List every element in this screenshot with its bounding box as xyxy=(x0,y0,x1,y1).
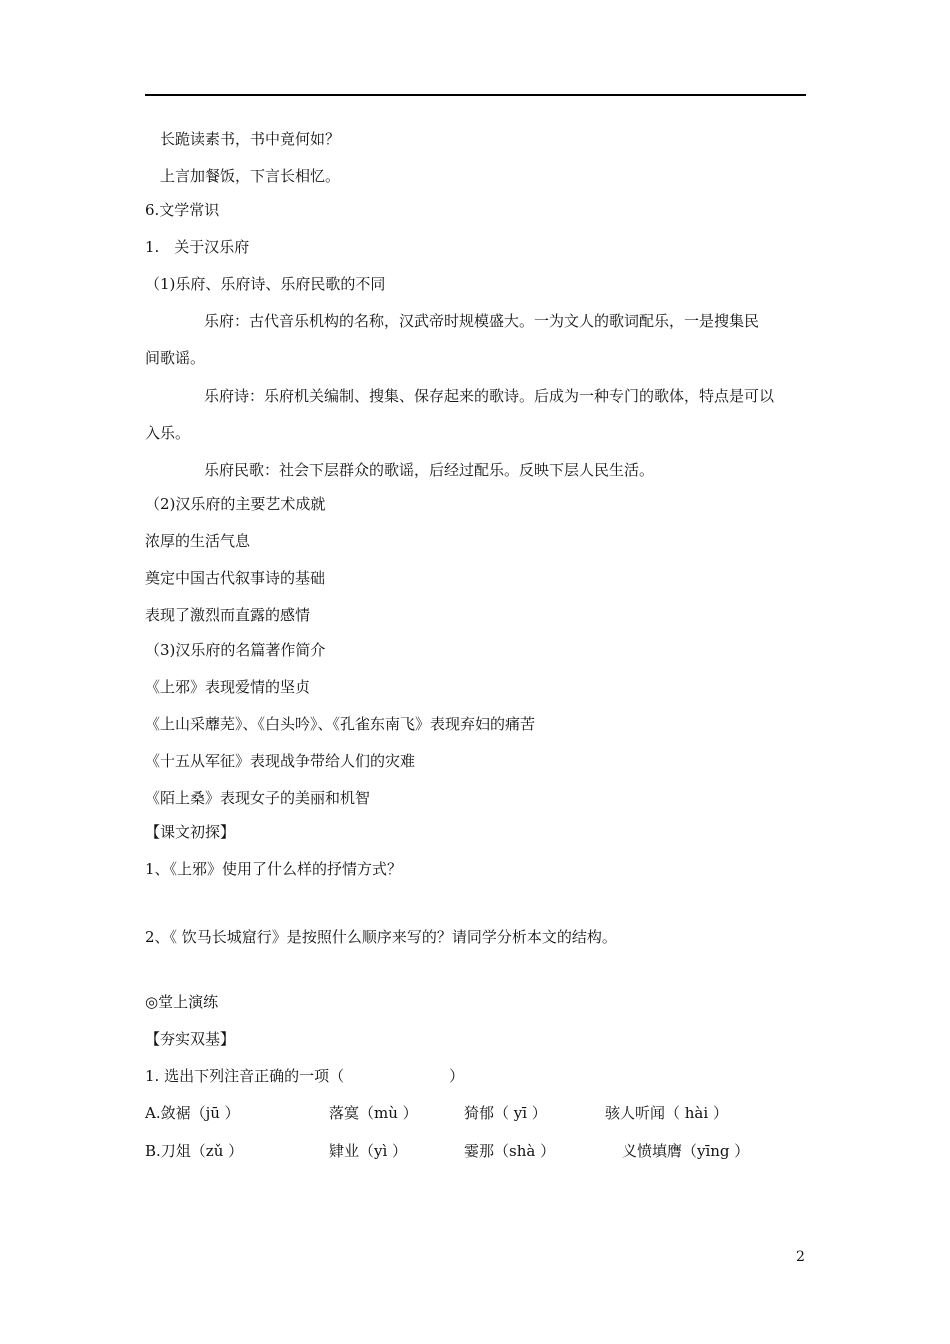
subsection-item: （2)汉乐府的主要艺术成就 xyxy=(145,495,326,513)
poem-line: 上言加餐饭，下言长相忆。 xyxy=(160,167,341,185)
subsection-item: （3)汉乐府的名篇著作简介 xyxy=(145,641,326,659)
question: 1. 选出下列注音正确的一项（ ） xyxy=(145,1067,465,1085)
paragraph-line: 间歌谣。 xyxy=(145,349,206,367)
poem-line: 长跪读素书，书中竟何如？ xyxy=(160,130,341,148)
option-b-item: 义愤填膺（yīng ） xyxy=(622,1142,750,1160)
header-rule xyxy=(145,94,806,96)
list-item: 表现了激烈而直露的感情 xyxy=(145,606,311,624)
option-a-item: A.敛裾（jū ） xyxy=(145,1104,240,1122)
list-item: 奠定中国古代叙事诗的基础 xyxy=(145,569,326,587)
question: 2、《 饮马长城窟行》是按照什么顺序来写的？请同学分析本文的结构。 xyxy=(145,928,617,946)
list-item: 《十五从军征》表现战争带给人们的灾难 xyxy=(145,752,416,770)
option-a-item: 落寞（mù ） xyxy=(329,1104,418,1122)
paragraph-line: 乐府民歌：社会下层群众的歌谣，后经过配乐。反映下层人民生活。 xyxy=(204,461,655,479)
option-b-item: 肄业（yì ） xyxy=(329,1142,408,1160)
section-heading: 6.文学常识 xyxy=(145,201,220,219)
page-number: 2 xyxy=(796,1249,805,1265)
option-a-item: 骇人听闻（ hài ） xyxy=(605,1104,728,1122)
option-b-item: 霎那（shà ） xyxy=(464,1142,556,1160)
paragraph-line: 乐府：古代音乐机构的名称，汉武帝时规模盛大。一为文人的歌词配乐，一是搜集民 xyxy=(204,312,760,330)
section-heading: 【课文初探】 xyxy=(145,823,236,841)
option-a-item: 猗郁（ yī ） xyxy=(464,1104,547,1122)
option-b-item: B.刀俎（zǔ ） xyxy=(145,1142,244,1160)
list-item: 《陌上桑》表现女子的美丽和机智 xyxy=(145,789,371,807)
list-item: 浓厚的生活气息 xyxy=(145,532,251,550)
subsection-heading: 1. 关于汉乐府 xyxy=(145,238,250,256)
paragraph-line: 乐府诗：乐府机关编制、搜集、保存起来的歌诗。后成为一种专门的歌体，特点是可以 xyxy=(204,387,775,405)
section-heading: 【夯实双基】 xyxy=(145,1030,236,1048)
question: 1、《上邪》使用了什么样的抒情方式？ xyxy=(145,860,403,878)
paragraph-line: 入乐。 xyxy=(145,424,191,442)
list-item: 《上邪》表现爱情的坚贞 xyxy=(145,678,311,696)
subsection-item: （1)乐府、乐府诗、乐府民歌的不同 xyxy=(145,275,386,293)
list-item: 《上山采蘼芜》、《白头吟》、《孔雀东南飞》表现弃妇的痛苦 xyxy=(145,715,536,733)
section-heading: ◎堂上演练 xyxy=(145,993,219,1011)
